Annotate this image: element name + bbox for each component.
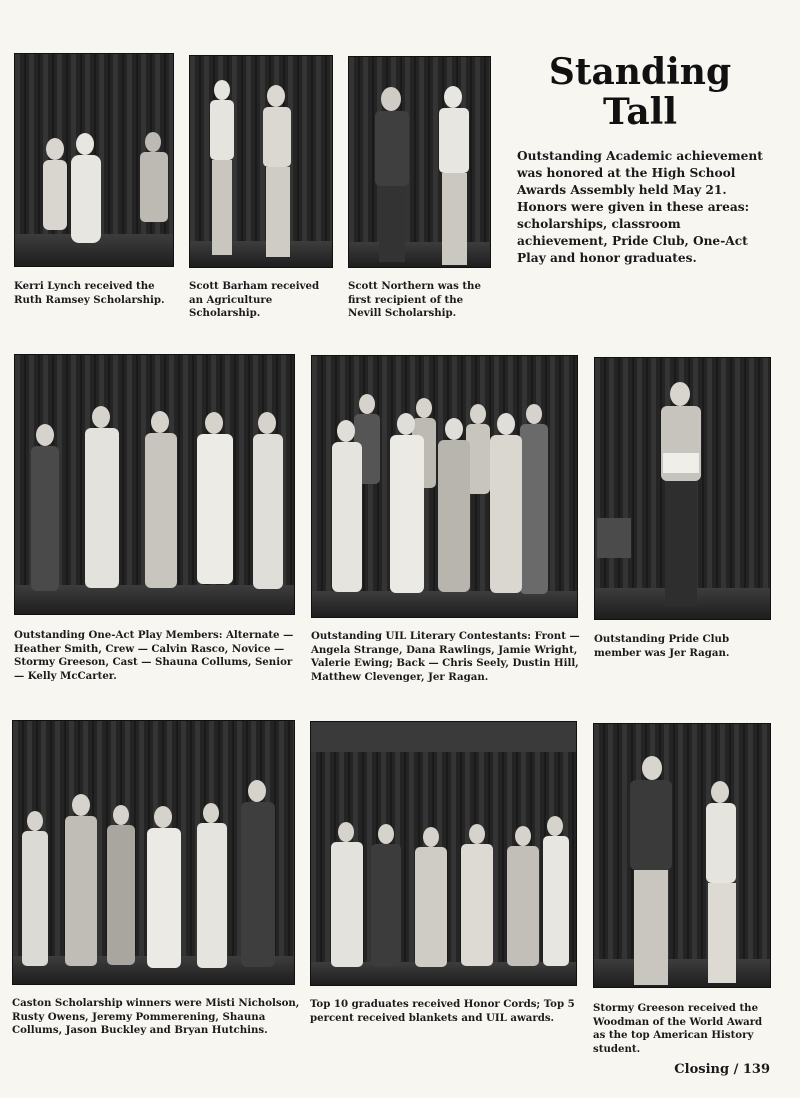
scott-northern-caption: Scott Northern was the first recipient of the Nevill Scholarship. xyxy=(348,280,481,319)
one-act-play-caption: Outstanding One-Act Play Members: Alternate — Heather Smith, Crew — Calvin Rasco, Novice — Stormy Greeson, Cast — Shauna Collums, Senior — Kelly McCarter. xyxy=(14,629,294,682)
uil-literary-caption: Outstanding UIL Literary Contestants: Front — Angela Strange, Dana Rawlings, Jamie Wright, Valerie Ewing; Back — Chris Seely, Dustin Hill, Matthew Clevenger, Jer Ragan. xyxy=(311,630,580,683)
kerri-lynch-caption: Kerri Lynch received the Ruth Ramsey Scholarship. xyxy=(14,280,165,306)
title-line-2: Tall xyxy=(602,91,678,133)
title-line-1: Standing xyxy=(548,51,732,93)
page-folio: Closing / 139 xyxy=(674,1062,770,1077)
caston-scholarship-photo xyxy=(12,720,295,985)
top-ten-graduates-photo xyxy=(310,721,577,986)
intro-paragraph: Outstanding Academic achievement was honored at the High School Awards Assembly held May 21. Honors were given in these areas: scholarships, classroom achievement, Pride Club, One-Act Play and honor graduates. xyxy=(517,149,763,265)
top-ten-graduates-caption: Top 10 graduates received Honor Cords; Top 5 percent received blankets and UIL awards. xyxy=(310,998,575,1024)
pride-club-photo xyxy=(594,357,771,620)
scott-barham-photo xyxy=(189,55,333,268)
woodman-award-caption: Stormy Greeson received the Woodman of the World Award as the top American History student. xyxy=(593,1002,763,1055)
caston-scholarship-caption: Caston Scholarship winners were Misti Nicholson, Rusty Owens, Jeremy Pommerening, Shauna Collums, Jason Buckley and Bryan Hutchins. xyxy=(12,997,300,1036)
scott-northern-photo xyxy=(348,56,491,268)
pride-club-caption: Outstanding Pride Club member was Jer Ragan. xyxy=(594,633,730,659)
kerri-lynch-photo xyxy=(14,53,174,267)
page-title xyxy=(530,52,750,132)
scott-barham-caption: Scott Barham received an Agriculture Scholarship. xyxy=(189,280,320,319)
one-act-play-photo xyxy=(14,354,295,615)
woodman-award-photo xyxy=(593,723,771,988)
uil-literary-photo xyxy=(311,355,578,618)
